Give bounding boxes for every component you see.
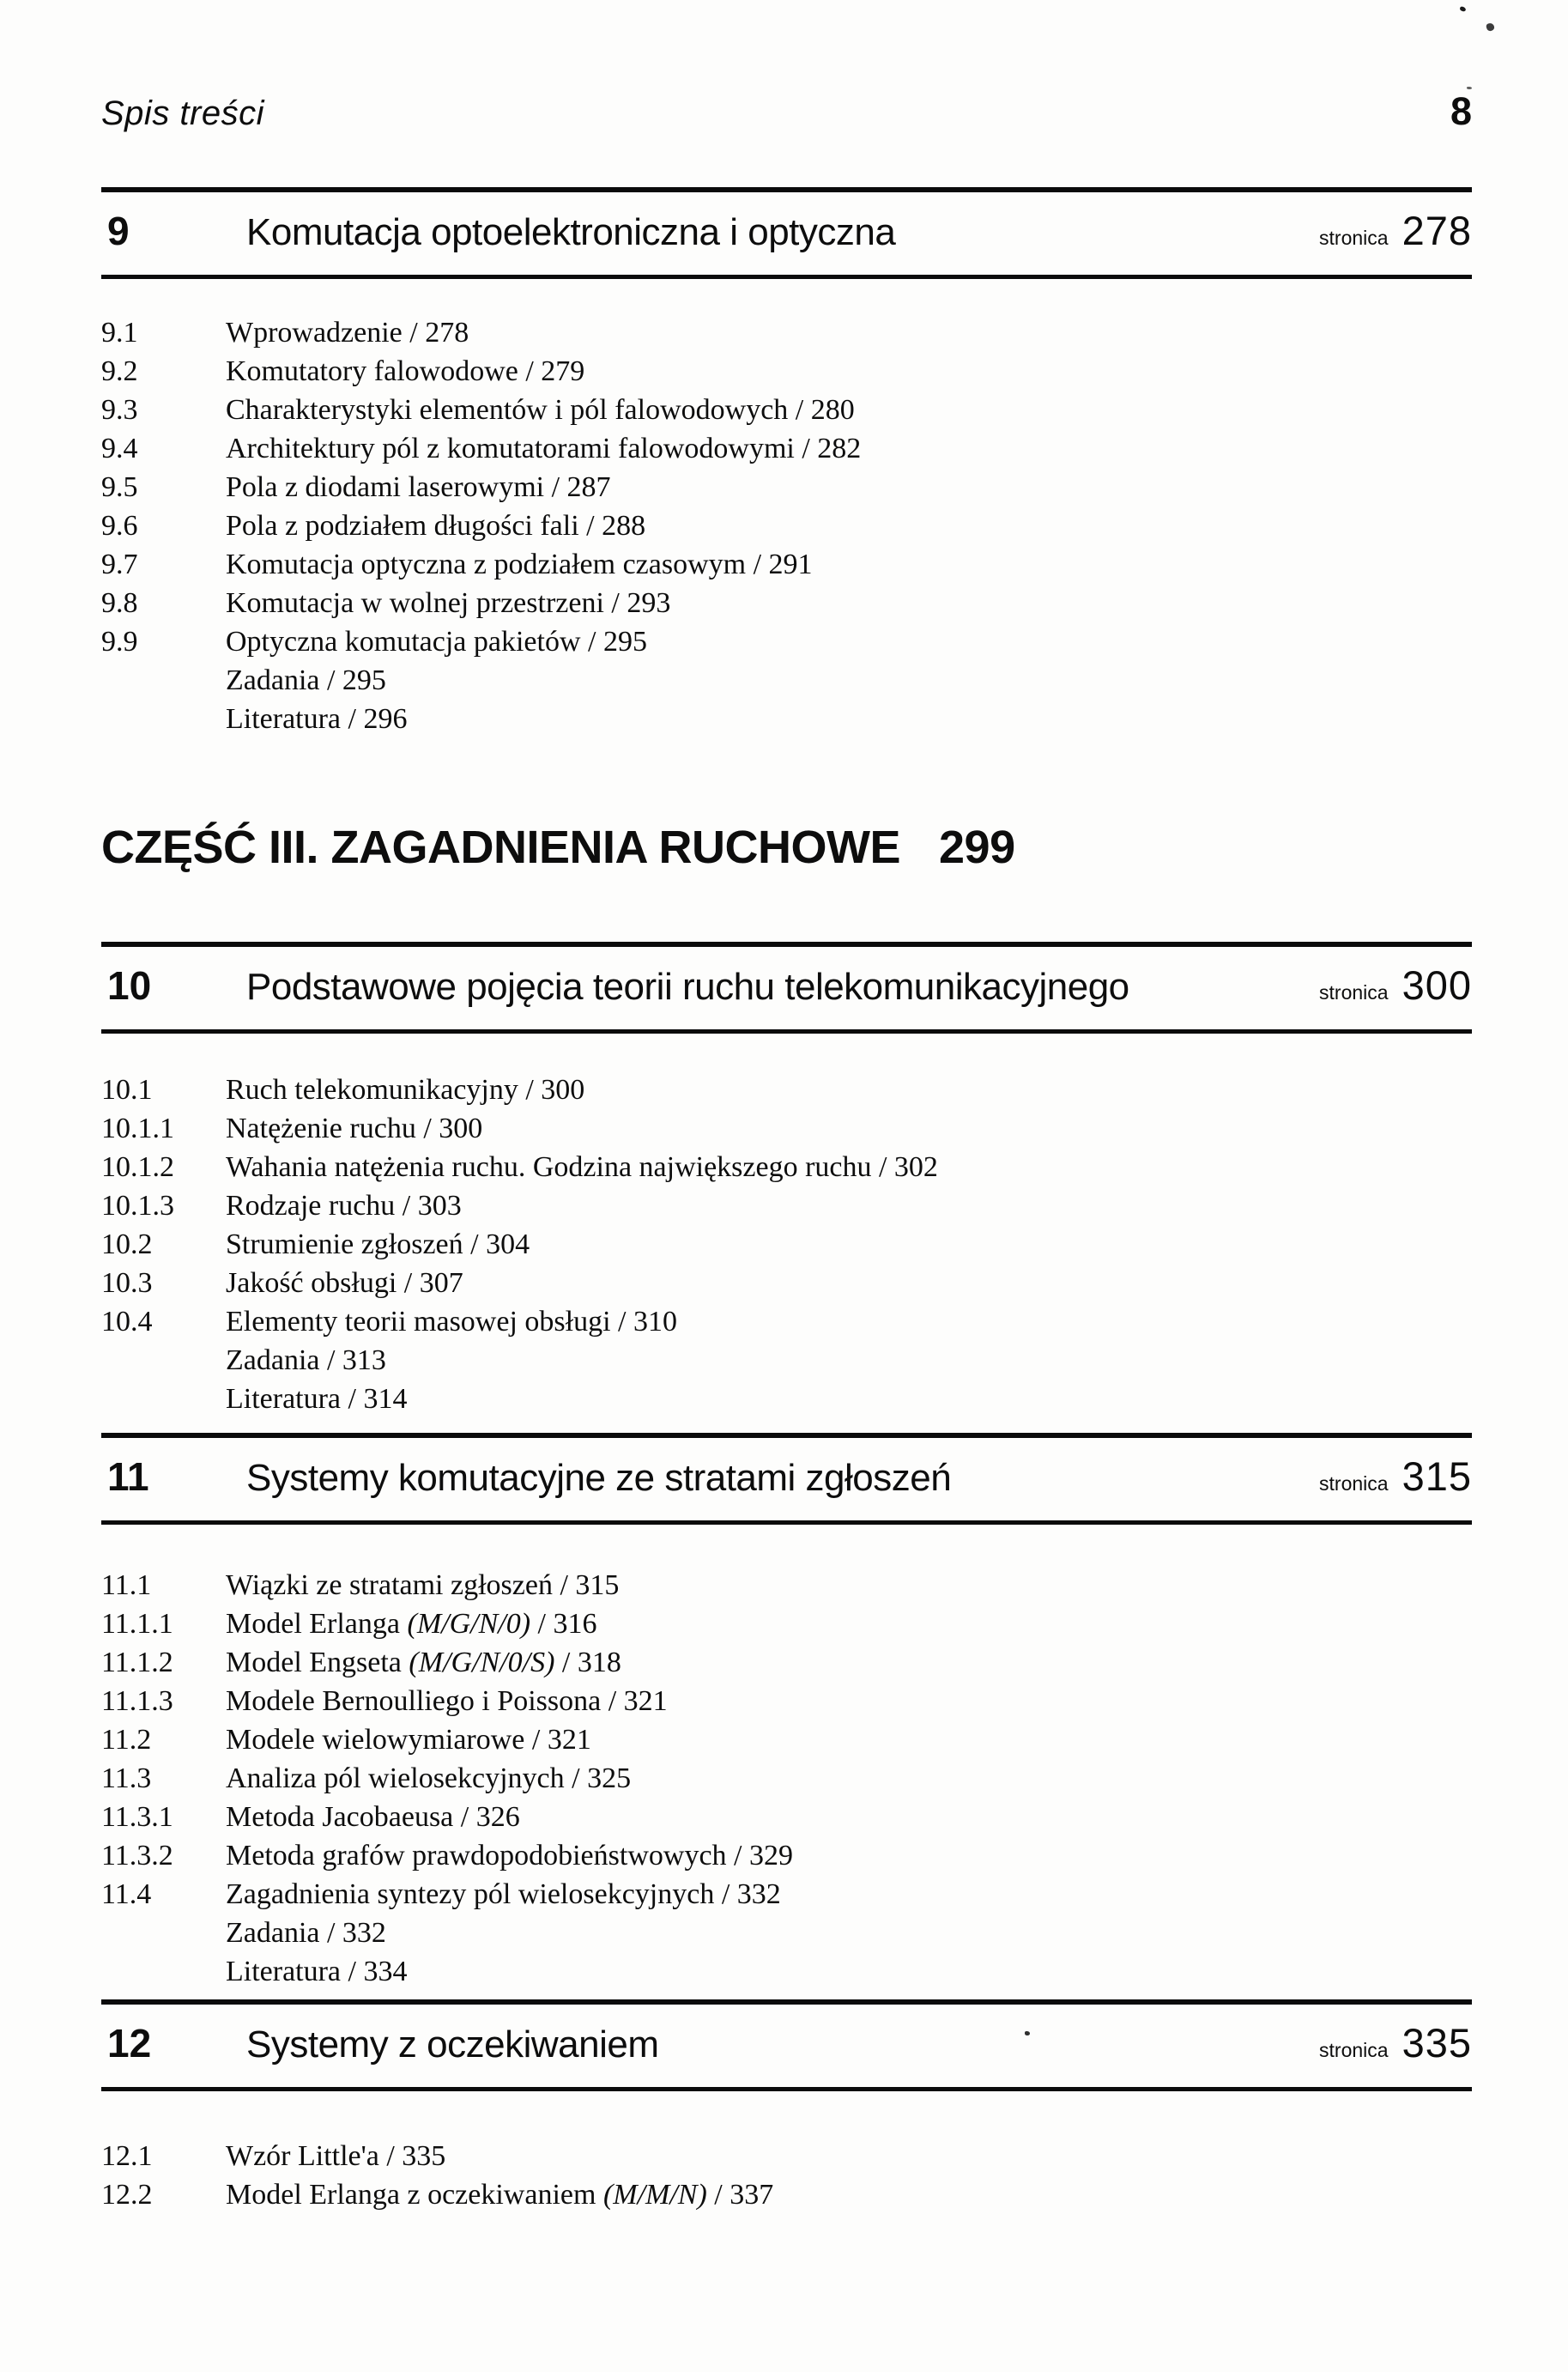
- toc-row-number: 10.1.2: [101, 1151, 174, 1183]
- toc-row-title: Zagadnienia syntezy pól wielosekcyjnych / 332: [226, 1878, 781, 1910]
- chapter-number: 12: [107, 2021, 152, 2066]
- chapter-heading: [101, 187, 1472, 279]
- toc-row: [101, 545, 1472, 584]
- chapter-title: Podstawowe pojęcia teorii ruchu telekomunikacyjnego: [246, 966, 1129, 1008]
- toc-row: [101, 391, 1472, 429]
- toc-row-title: Literatura / 314: [226, 1383, 408, 1415]
- toc-row-number: 10.4: [101, 1306, 153, 1338]
- toc-row-number: 9.1: [101, 317, 138, 349]
- toc-row: [101, 1071, 1472, 1109]
- toc-row-title: Metoda Jacobaeusa / 326: [226, 1801, 520, 1833]
- chapter-title: Komutacja optoelektroniczna i optyczna: [246, 211, 896, 253]
- page-title: Spis treści: [101, 94, 264, 132]
- part-heading-page: 299: [939, 822, 1015, 873]
- chapter-block: [101, 1433, 1472, 1991]
- toc-row-number: 9.4: [101, 433, 138, 464]
- section-list: [101, 2137, 1472, 2214]
- toc-row-title: Wzór Little'a / 335: [226, 2140, 446, 2172]
- toc-row: [101, 1682, 1472, 1720]
- toc-row-title: Model Erlanga z oczekiwaniem (M/M/N) / 337: [226, 2179, 774, 2211]
- stronica-label: stronica: [1319, 1472, 1389, 1495]
- toc-row-title: Wiązki ze stratami zgłoszeń / 315: [226, 1569, 620, 1601]
- toc-row-number: 11.1.1: [101, 1608, 173, 1640]
- chapter-number: 9: [107, 209, 130, 253]
- toc-row-title: Analiza pól wielosekcyjnych / 325: [226, 1762, 632, 1794]
- toc-row-title: Ruch telekomunikacyjny / 300: [226, 1074, 585, 1106]
- chapter-page-number: 315: [1402, 1453, 1472, 1499]
- page-header: [101, 89, 1472, 136]
- toc-row: [101, 1914, 1472, 1952]
- toc-row-number: 9.8: [101, 587, 138, 619]
- toc-row: [101, 1605, 1472, 1643]
- table-of-contents: [101, 187, 1472, 2214]
- toc-row-title: Jakość obsługi / 307: [226, 1267, 463, 1299]
- toc-row: [101, 1643, 1472, 1682]
- toc-row-title: Elementy teorii masowej obsługi / 310: [226, 1306, 677, 1338]
- toc-row-title: Modele Bernoulliego i Poissona / 321: [226, 1685, 668, 1717]
- chapter-title: Systemy z oczekiwaniem: [246, 2023, 659, 2066]
- toc-row-title: Charakterystyki elementów i pól falowodowych / 280: [226, 394, 855, 426]
- toc-row-number: 10.2: [101, 1228, 153, 1260]
- toc-row-number: 11.1: [101, 1569, 152, 1601]
- toc-row: [101, 2175, 1472, 2214]
- stronica-label: stronica: [1319, 2039, 1389, 2061]
- toc-row-number: 9.9: [101, 626, 138, 658]
- toc-row-title: Literatura / 296: [226, 703, 408, 735]
- chapter-block: [101, 187, 1472, 738]
- toc-row-number: [101, 1341, 226, 1380]
- toc-row: [101, 1875, 1472, 1914]
- toc-row: [101, 2137, 1472, 2175]
- chapter-page-group: [1319, 962, 1472, 1010]
- toc-row: [101, 468, 1472, 507]
- toc-row-title: Modele wielowymiarowe / 321: [226, 1724, 591, 1756]
- toc-row-number: 10.1.1: [101, 1113, 174, 1144]
- toc-row-title: Zadania / 295: [226, 664, 386, 696]
- toc-row-number: 12.2: [101, 2179, 153, 2211]
- toc-row-number: 9.6: [101, 510, 138, 542]
- toc-row: [101, 1720, 1472, 1759]
- toc-row-title: Metoda grafów prawdopodobieństwowych / 329: [226, 1840, 793, 1872]
- page-content: [101, 0, 1472, 2214]
- chapter-heading: [101, 1433, 1472, 1525]
- toc-row-number: 9.2: [101, 355, 138, 387]
- toc-row: [101, 1341, 1472, 1380]
- chapter-title: Systemy komutacyjne ze stratami zgłoszeń: [246, 1457, 952, 1499]
- toc-row-title: Optyczna komutacja pakietów / 295: [226, 626, 647, 658]
- toc-row-title: Komutacja optyczna z podziałem czasowym / 291: [226, 549, 813, 580]
- toc-row-number: 11.4: [101, 1878, 152, 1910]
- chapter-page-group: [1319, 207, 1472, 255]
- chapter-number: 11: [107, 1454, 149, 1499]
- toc-row-title: Pola z diodami laserowymi / 287: [226, 471, 611, 503]
- toc-row-number: 11.1.2: [101, 1647, 173, 1678]
- stronica-label: stronica: [1319, 981, 1389, 1004]
- toc-row: [101, 1798, 1472, 1836]
- toc-row: [101, 1148, 1472, 1186]
- toc-row: [101, 1566, 1472, 1605]
- toc-row-number: 11.3.2: [101, 1840, 173, 1872]
- toc-row-title: Wprowadzenie / 278: [226, 317, 469, 349]
- toc-row-title: Strumienie zgłoszeń / 304: [226, 1228, 530, 1260]
- toc-row-title: Model Engseta (M/G/N/0/S) / 318: [226, 1647, 621, 1678]
- toc-row: [101, 1109, 1472, 1148]
- toc-row-number: [101, 700, 226, 738]
- toc-row: [101, 1836, 1472, 1875]
- toc-row-number: [101, 1914, 226, 1952]
- toc-row: [101, 313, 1472, 352]
- toc-row: [101, 1952, 1472, 1991]
- chapter-page-group: [1319, 1453, 1472, 1501]
- toc-row-title: Rodzaje ruchu / 303: [226, 1190, 462, 1222]
- toc-row-title: Pola z podziałem długości fali / 288: [226, 510, 646, 542]
- toc-row-title: Komutacja w wolnej przestrzeni / 293: [226, 587, 671, 619]
- toc-row: [101, 700, 1472, 738]
- toc-row: [101, 661, 1472, 700]
- chapter-heading: [101, 1999, 1472, 2091]
- chapter-page-group: [1319, 2019, 1472, 2067]
- toc-row: [101, 507, 1472, 545]
- chapter-page-number: 300: [1402, 962, 1472, 1008]
- toc-row-number: 11.1.3: [101, 1685, 173, 1717]
- chapter-page-number: 278: [1402, 208, 1472, 253]
- toc-row-number: 9.3: [101, 394, 138, 426]
- chapter-block: [101, 1999, 1472, 2214]
- toc-row-number: 9.5: [101, 471, 138, 503]
- toc-row-title: Architektury pól z komutatorami falowodowymi / 282: [226, 433, 862, 464]
- toc-row-number: 10.1: [101, 1074, 153, 1106]
- chapter-heading: [101, 942, 1472, 1034]
- toc-row: [101, 622, 1472, 661]
- page-number: 8: [1450, 89, 1472, 133]
- chapter-number: 10: [107, 963, 152, 1008]
- toc-row-title: Zadania / 313: [226, 1344, 386, 1376]
- toc-row: [101, 1186, 1472, 1225]
- toc-row-number: 10.1.3: [101, 1190, 174, 1222]
- toc-row-title: Literatura / 334: [226, 1956, 408, 1987]
- toc-row-number: 11.3: [101, 1762, 152, 1794]
- toc-row-title: Model Erlanga (M/G/N/0) / 316: [226, 1608, 597, 1640]
- toc-row-number: 10.3: [101, 1267, 153, 1299]
- toc-row-title: Natężenie ruchu / 300: [226, 1113, 483, 1144]
- section-list: [101, 1566, 1472, 1991]
- toc-row: [101, 1302, 1472, 1341]
- part-heading-label: CZĘŚĆ III. ZAGADNIENIA RUCHOWE: [101, 822, 901, 873]
- toc-row: [101, 429, 1472, 468]
- toc-row-number: 9.7: [101, 549, 138, 580]
- toc-row: [101, 584, 1472, 622]
- toc-row-title: Zadania / 332: [226, 1917, 386, 1949]
- toc-row: [101, 1380, 1472, 1418]
- toc-row-title: Komutatory falowodowe / 279: [226, 355, 585, 387]
- toc-row: [101, 1225, 1472, 1264]
- toc-row-number: 12.1: [101, 2140, 153, 2172]
- scan-speck: [1486, 22, 1495, 32]
- chapter-block: [101, 942, 1472, 1418]
- section-list: [101, 1071, 1472, 1418]
- toc-row-number: 11.2: [101, 1724, 152, 1756]
- toc-row: [101, 1264, 1472, 1302]
- toc-row: [101, 352, 1472, 391]
- toc-row-number: [101, 1952, 226, 1991]
- chapter-page-number: 335: [1402, 2020, 1472, 2066]
- toc-row-number: [101, 1380, 226, 1418]
- toc-row-number: 11.3.1: [101, 1801, 173, 1833]
- toc-row-number: [101, 661, 226, 700]
- toc-row-title: Wahania natężenia ruchu. Godzina największego ruchu / 302: [226, 1151, 938, 1183]
- stronica-label: stronica: [1319, 227, 1389, 249]
- part-heading: [101, 819, 1472, 876]
- toc-row: [101, 1759, 1472, 1798]
- section-list: [101, 313, 1472, 738]
